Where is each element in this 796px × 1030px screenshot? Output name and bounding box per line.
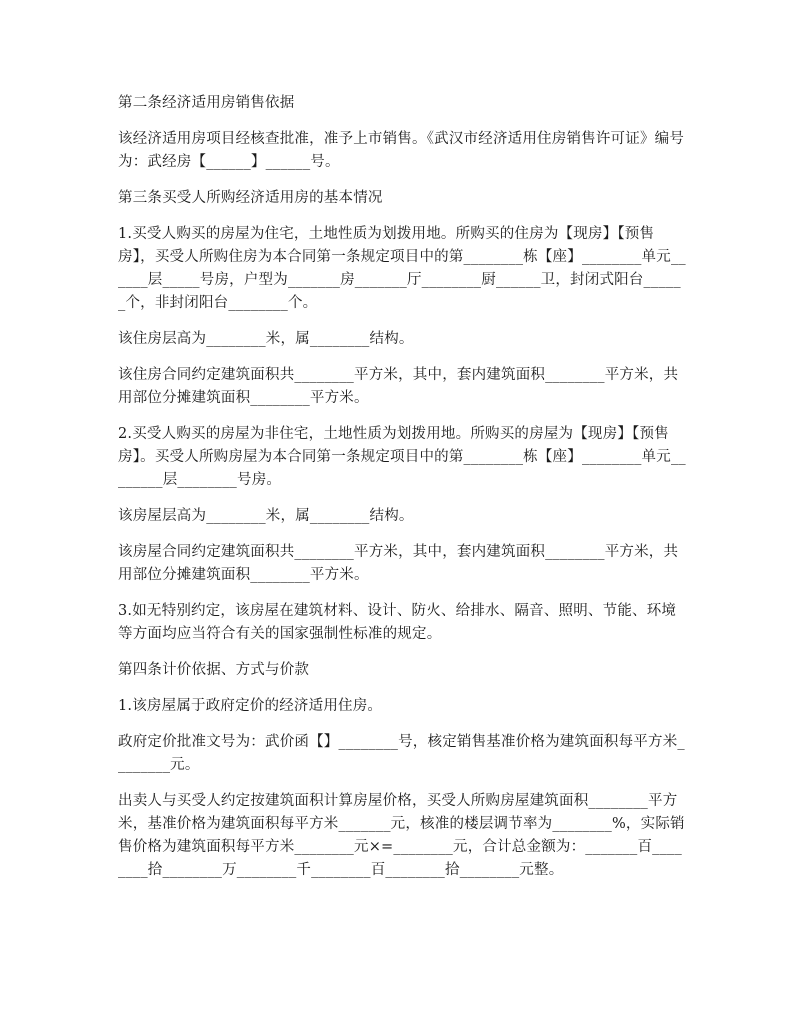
residential-area-paragraph: 该住房合同约定建筑面积共________平方米，其中，套内建筑面积________平方米，共用部位分摊建筑面积________平方米。 <box>118 367 679 406</box>
article-4-heading: 第四条计价依据、方式与价款 <box>118 662 310 678</box>
non-residential-floor-height-paragraph: 该房屋层高为________米，属________结构。 <box>118 508 414 524</box>
article-2-heading: 第二条经济适用房销售依据 <box>118 95 295 111</box>
article-3-heading: 第三条买受人所购经济适用房的基本情况 <box>118 190 383 206</box>
non-residential-house-paragraph: 2.买受人购买的房屋为非住宅，土地性质为划拨用地。所购买的房屋为【现房】【预售房】。买受人所购房屋为本合同第一条规定项目中的第________栋【座】________单元________层________号房。 <box>118 426 686 488</box>
pricing-approval-paragraph: 政府定价批准文号为：武价函【】________号，核定销售基准价格为建筑面积每平方米________元。 <box>118 734 685 773</box>
price-calculation-paragraph: 出卖人与买受人约定按建筑面积计算房屋价格，买受人所购房屋建筑面积________平方米，基准价格为建筑面积每平方米_______元，核准的楼层调节率为________%，实际销售价格为建筑面积每平方米________元×=________元，合计总金额为：_______百________拾________万________千________百________拾________元整。 <box>118 793 685 878</box>
standards-paragraph: 3.如无特别约定，该房屋在建筑材料、设计、防火、给排水、隔音、照明、节能、环境等方面均应当符合有关的国家强制性标准的规定。 <box>118 603 677 642</box>
document-page <box>118 92 688 895</box>
sales-permit-paragraph: 该经济适用房项目经核查批准，准予上市销售。《武汉市经济适用住房销售许可证》编号为：武经房【______】______号。 <box>118 131 685 170</box>
residential-floor-height-paragraph: 该住房层高为________米，属________结构。 <box>118 331 414 347</box>
government-pricing-paragraph: 1.该房屋属于政府定价的经济适用住房。 <box>118 698 383 714</box>
residential-house-paragraph: 1.买受人购买的房屋为住宅，土地性质为划拨用地。所购买的住房为【现房】【预售房】，买受人所购住房为本合同第一条规定项目中的第________栋【座】________单元______层_____号房，户型为_______房_______厅________厨______卫，封闭式阳台______个，非封闭阳台________个。 <box>118 226 686 311</box>
non-residential-area-paragraph: 该房屋合同约定建筑面积共________平方米，其中，套内建筑面积________平方米，共用部位分摊建筑面积________平方米。 <box>118 544 679 583</box>
